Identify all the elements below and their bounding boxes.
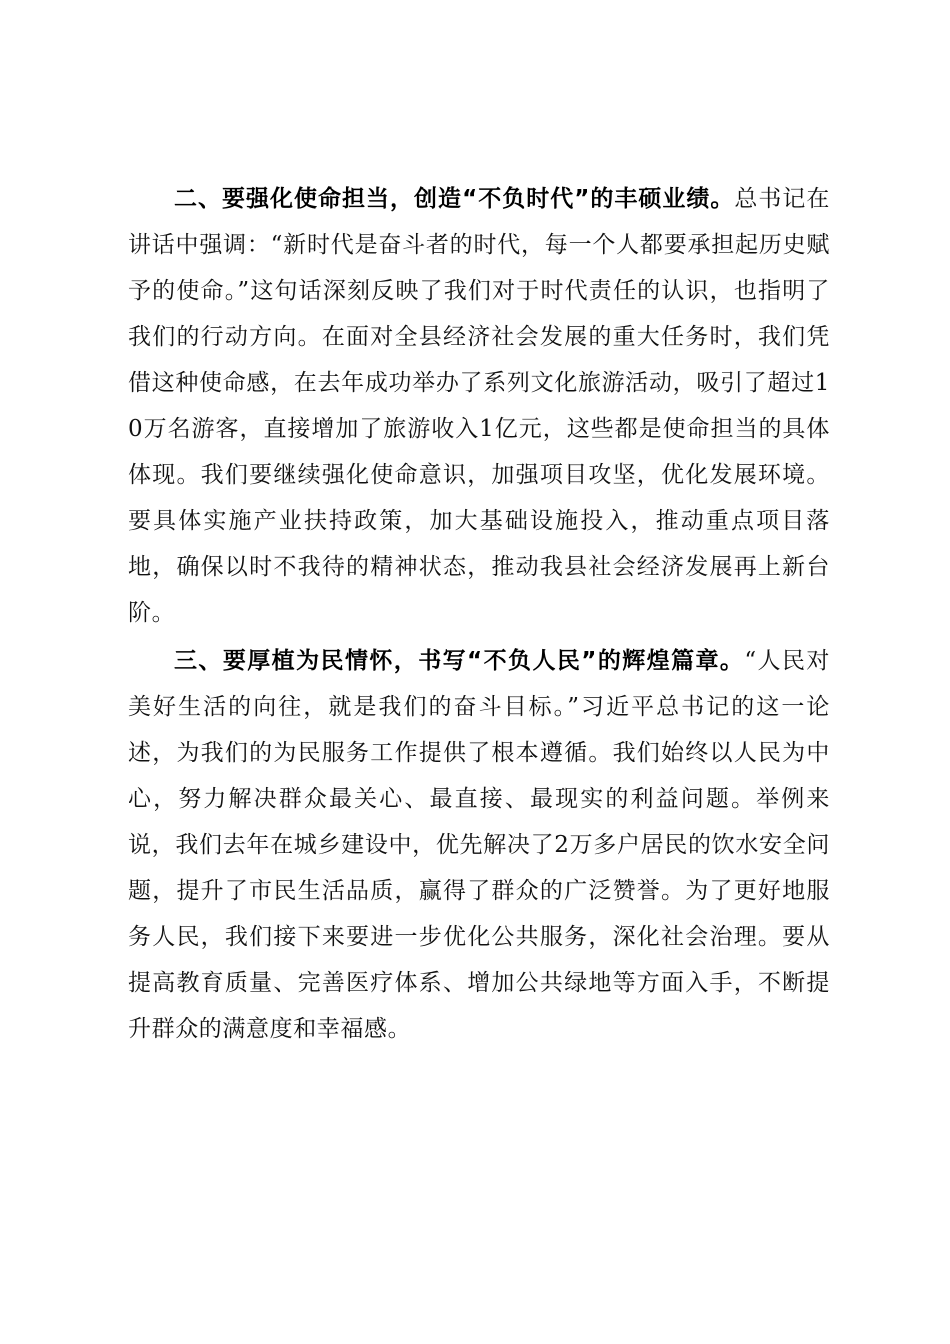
section-two-paragraph	[128, 176, 830, 636]
section-three-heading: 三、要厚植为民情怀，书写“不负人民”的辉煌篇章。	[174, 648, 745, 674]
document-body	[128, 176, 830, 1052]
section-two-heading: 二、要强化使命担当，创造“不负时代”的丰硕业绩。	[174, 186, 735, 212]
section-three-paragraph	[128, 638, 830, 1052]
section-three-body: “人民对美好生活的向往，就是我们的奋斗目标。”习近平总书记的这一论述，为我们的为民服务工作提供了根本遵循。我们始终以人民为中心，努力解决群众最关心、最直接、最现实的利益问题。举例来说，我们去年在城乡建设中，优先解决了2万多户居民的饮水安全问题，提升了市民生活品质，赢得了群众的广泛赞誉。为了更好地服务人民，我们接下来要进一步优化公共服务，深化社会治理。要从提高教育质量、完善医疗体系、增加公共绿地等方面入手，不断提升群众的满意度和幸福感。	[128, 648, 830, 1042]
section-two-body: 总书记在讲话中强调：“新时代是奋斗者的时代，每一个人都要承担起历史赋予的使命。”这句话深刻反映了我们对于时代责任的认识，也指明了我们的行动方向。在面对全县经济社会发展的重大任务时，我们凭借这种使命感，在去年成功举办了系列文化旅游活动，吸引了超过10万名游客，直接增加了旅游收入1亿元，这些都是使命担当的具体体现。我们要继续强化使命意识，加强项目攻坚，优化发展环境。要具体实施产业扶持政策，加大基础设施投入，推动重点项目落地，确保以时不我待的精神状态，推动我县社会经济发展再上新台阶。	[128, 186, 830, 626]
